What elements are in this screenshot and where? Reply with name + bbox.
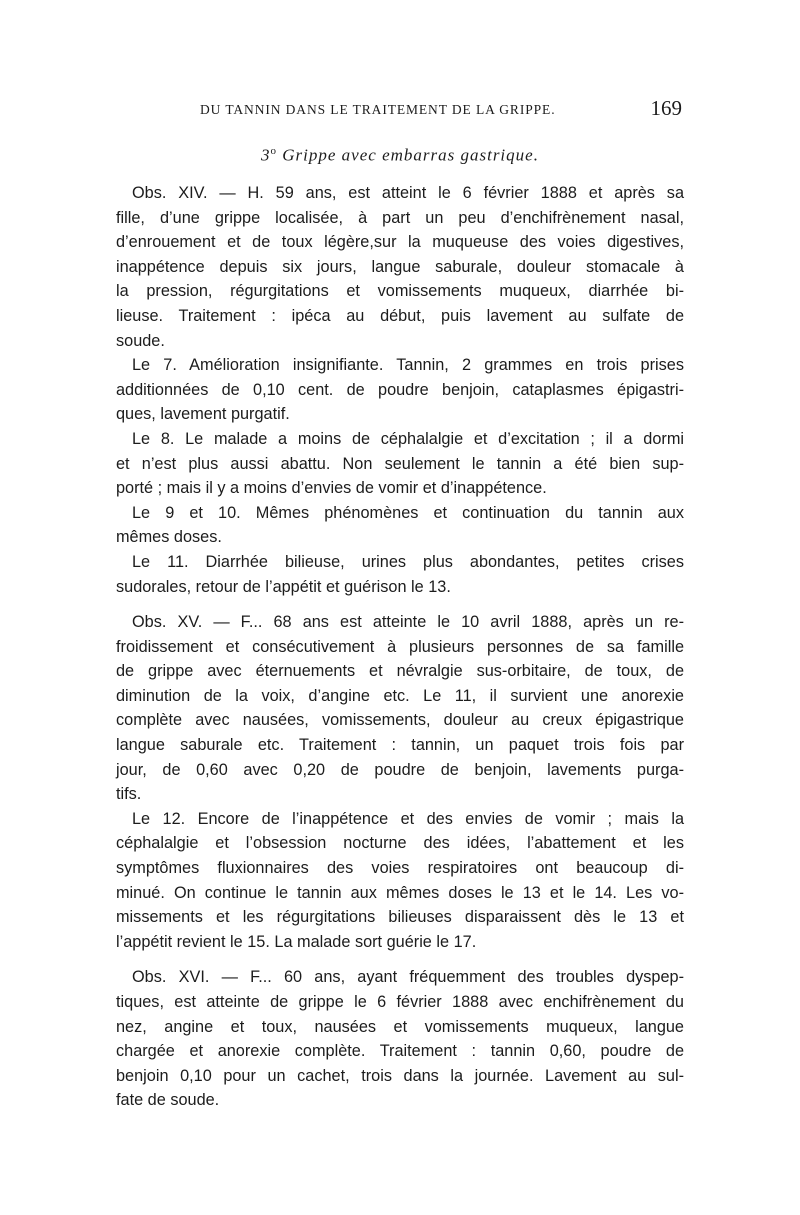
text-line: ques, lavement purgatif.: [116, 405, 290, 424]
paragraph: [116, 353, 684, 427]
paragraph: [116, 501, 684, 550]
text-line: céphalalgie et l’obsession nocturne des idées, l’abattement et les: [116, 834, 684, 853]
page-number: 169: [650, 96, 682, 120]
text-line: Le 8. Le malade a moins de céphalalgie et d’excitation ; il a dormi: [132, 429, 684, 448]
text-line: lieuse. Traitement : ipéca au début, puis lavement au sulfate de: [116, 306, 684, 325]
text-line: Le 9 et 10. Mêmes phénomènes et continuation du tannin aux: [132, 503, 684, 522]
paragraph: [116, 965, 684, 1113]
paragraph-gap: [116, 599, 684, 610]
paragraph: [116, 807, 684, 955]
text-line: tiques, est atteinte de grippe le 6 février 1888 avec enchifrènement du: [116, 993, 684, 1011]
section-ordinal-mark: o: [270, 145, 278, 157]
text-line: Obs. XVI. — F... 60 ans, ayant fréquemment des troubles dyspep-: [132, 968, 684, 987]
text-line: mêmes doses.: [116, 528, 222, 547]
section-title: Grippe avec embarras gastrique.: [282, 145, 539, 165]
text-line: nez, angine et toux, nausées et vomissements muqueux, langue: [116, 1017, 684, 1036]
text-line: diminution de la voix, d’angine etc. Le 11, il survient une anorexie: [116, 686, 684, 705]
text-line: benjoin 0,10 pour un cachet, trois dans la journée. Lavement au sul-: [116, 1066, 684, 1085]
text-line: inappétence depuis six jours, langue saburale, douleur stomacale à: [116, 257, 684, 276]
paragraph: [116, 550, 684, 599]
text-line: langue saburale etc. Traitement : tannin, un paquet trois fois par: [116, 736, 684, 755]
section-heading: [0, 145, 800, 166]
body-text: [116, 181, 684, 1113]
text-line: et n’est plus aussi abattu. Non seulement le tannin a été bien sup-: [116, 454, 684, 473]
running-header: [118, 96, 682, 124]
text-line: additionnées de 0,10 cent. de poudre benjoin, cataplasmes épigastri-: [116, 380, 684, 399]
text-line: fate de soude.: [116, 1091, 220, 1110]
paragraph: [116, 427, 684, 501]
text-line: d’enrouement et de toux légère,sur la muqueuse des voies digestives,: [116, 233, 684, 252]
text-line: complète avec nausées, vomissements, douleur au creux épigastrique: [116, 711, 684, 730]
text-line: fille, d’une grippe localisée, à part un peu d’enchifrènement nasal,: [116, 208, 684, 227]
paragraph-gap: [116, 954, 684, 965]
text-line: chargée et anorexie complète. Traitement : tannin 0,60, poudre de: [116, 1042, 684, 1061]
text-line: symptômes fluxionnaires des voies respiratoires ont beaucoup di-: [116, 859, 684, 878]
text-line: Obs. XV. — F... 68 ans est atteinte le 10 avril 1888, après un re-: [132, 613, 684, 632]
text-line: sudorales, retour de l’appétit et guérison le 13.: [116, 577, 451, 596]
text-line: porté ; mais il y a moins d’envies de vomir et d’inappétence.: [116, 479, 547, 498]
paragraph: [116, 610, 684, 807]
text-line: missements et les régurgitations bilieuses disparaissent dès le 13 et: [116, 908, 684, 927]
text-line: Obs. XIV. — H. 59 ans, est atteint le 6 février 1888 et après sa: [132, 184, 684, 202]
text-line: soude.: [116, 331, 165, 350]
text-line: l’appétit revient le 15. La malade sort guérie le 17.: [116, 932, 477, 951]
text-line: Le 7. Amélioration insignifiante. Tannin, 2 grammes en trois prises: [132, 356, 684, 375]
text-line: de grippe avec éternuements et névralgie sus-orbitaire, de toux, de: [116, 662, 684, 681]
text-line: Le 11. Diarrhée bilieuse, urines plus abondantes, petites crises: [132, 552, 684, 571]
section-number: 3: [261, 145, 271, 165]
text-line: jour, de 0,60 avec 0,20 de poudre de benjoin, lavements purga-: [116, 760, 684, 779]
text-line: la pression, régurgitations et vomissements muqueux, diarrhée bi-: [116, 282, 684, 301]
text-line: tifs.: [116, 785, 142, 804]
running-title: DU TANNIN DANS LE TRAITEMENT DE LA GRIPPE.: [200, 102, 556, 117]
text-line: froidissement et consécutivement à plusieurs personnes de sa famille: [116, 637, 684, 656]
text-line: minué. On continue le tannin aux mêmes doses le 13 et le 14. Les vo-: [116, 883, 684, 902]
paragraph: [116, 181, 684, 353]
text-line: Le 12. Encore de l’inappétence et des envies de vomir ; mais la: [132, 809, 684, 828]
